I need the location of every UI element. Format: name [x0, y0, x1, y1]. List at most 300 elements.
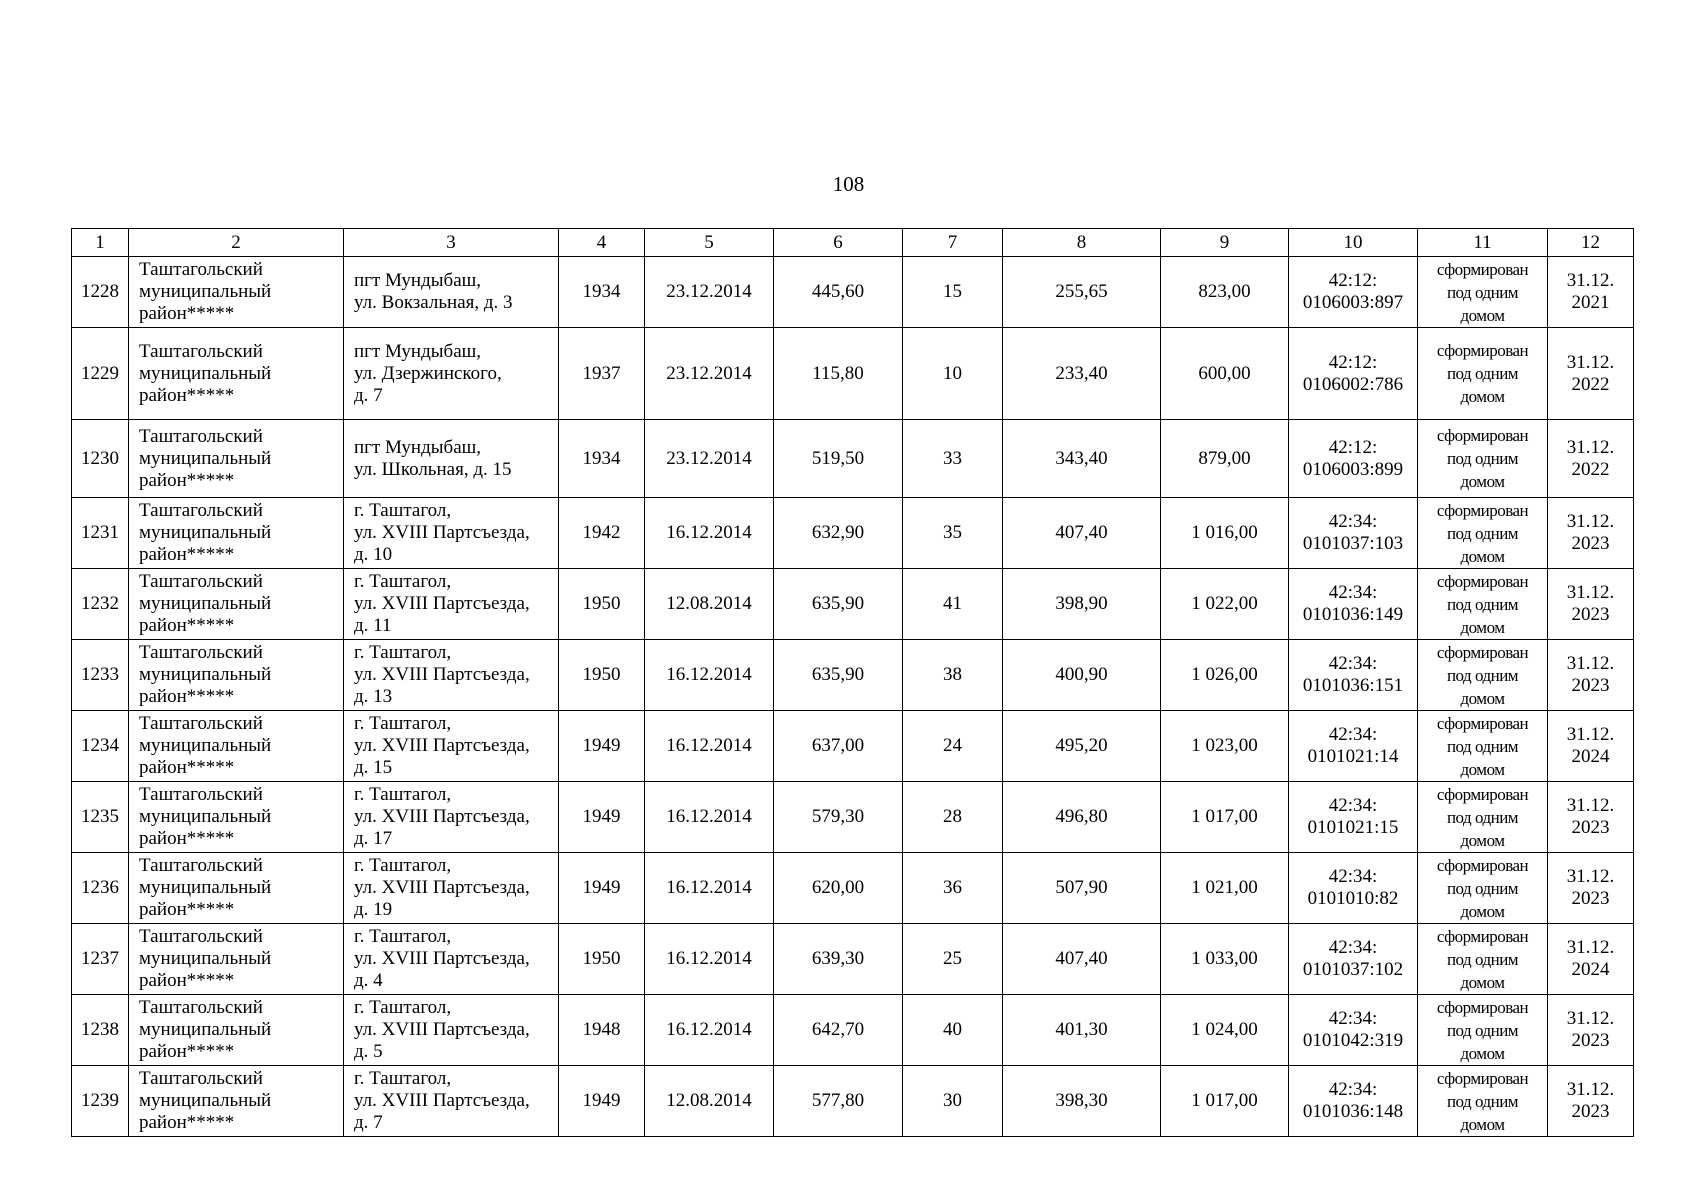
status-cell-line: домом: [1460, 830, 1505, 850]
year-cell: 1950: [559, 640, 645, 711]
municipality-cell-line: муниципальный: [139, 362, 272, 384]
cadastral-cell: [1289, 1066, 1418, 1137]
cadastral-cell: [1289, 782, 1418, 853]
year-cell: 1934: [559, 257, 645, 328]
row-number-cell: 1232: [72, 569, 129, 640]
cadastral-cell-line: 0101036:149: [1302, 604, 1404, 625]
municipality-cell: [129, 924, 344, 995]
cadastral-cell: [1289, 853, 1418, 924]
municipality-cell-line: район*****: [139, 1041, 235, 1062]
deadline-cell-line: 31.12.: [1566, 724, 1615, 745]
status-cell-line: под одним: [1446, 594, 1519, 614]
table-row: [72, 711, 1634, 782]
address-cell-line: ул. Вокзальная, д. 3: [354, 292, 513, 313]
status-cell: [1418, 782, 1548, 853]
status-cell-line: домом: [1460, 972, 1505, 992]
deadline-cell-line: 2023: [1571, 817, 1610, 838]
residents-cell: 25: [903, 924, 1003, 995]
row-number-cell: 1231: [72, 498, 129, 569]
cadastral-cell-line: 0106003:897: [1302, 292, 1404, 313]
municipality-cell: [129, 420, 344, 498]
column-number: 12: [1548, 229, 1634, 257]
municipality-cell-line: район*****: [139, 686, 235, 707]
address-cell: [344, 995, 559, 1066]
municipality-cell: [129, 711, 344, 782]
column-number: 11: [1418, 229, 1548, 257]
cost-cell: 1 024,00: [1161, 995, 1289, 1066]
status-cell-line: под одним: [1446, 1091, 1519, 1111]
table-row: [72, 924, 1634, 995]
address-cell: [344, 569, 559, 640]
row-number-cell: 1229: [72, 328, 129, 420]
date-cell: 23.12.2014: [645, 328, 774, 420]
deadline-cell-line: 31.12.: [1566, 1008, 1615, 1029]
cadastral-cell-line: 0101042:319: [1302, 1030, 1404, 1051]
area-cell: 637,00: [774, 711, 903, 782]
area-cell: 519,50: [774, 420, 903, 498]
cadastral-cell-line: 0101036:148: [1302, 1101, 1404, 1122]
address-cell: [344, 782, 559, 853]
municipality-cell-line: Таштагольский: [139, 259, 263, 280]
municipality-cell-line: район*****: [139, 469, 235, 491]
address-cell-line: г. Таштагол,: [354, 500, 452, 521]
status-cell: [1418, 420, 1548, 498]
municipality-cell-line: Таштагольский: [139, 713, 263, 734]
status-cell-line: под одним: [1446, 1020, 1519, 1040]
address-cell-line: ул. XVIII Партсъезда,: [354, 1019, 530, 1040]
deadline-cell-line: 31.12.: [1566, 351, 1615, 373]
deadline-cell-line: 2024: [1571, 959, 1610, 980]
date-cell: 12.08.2014: [645, 569, 774, 640]
table-row: [72, 640, 1634, 711]
area-cell: 635,90: [774, 569, 903, 640]
deadline-cell-line: 2023: [1571, 533, 1610, 554]
municipality-cell-line: муниципальный: [139, 593, 272, 614]
address-cell-line: пгт Мундыбаш,: [354, 340, 482, 362]
deadline-cell: [1548, 328, 1634, 420]
area-cell: 620,00: [774, 853, 903, 924]
address-cell-line: ул. XVIII Партсъезда,: [354, 806, 530, 827]
resettled-area-cell: 343,40: [1003, 420, 1161, 498]
residents-cell: 24: [903, 711, 1003, 782]
area-cell: 632,90: [774, 498, 903, 569]
deadline-cell-line: 31.12.: [1566, 866, 1615, 887]
municipality-cell-line: район*****: [139, 303, 235, 324]
deadline-cell-line: 31.12.: [1566, 436, 1615, 458]
address-cell-line: д. 7: [354, 384, 383, 406]
address-cell-line: ул. XVIII Партсъезда,: [354, 877, 530, 898]
address-cell-line: г. Таштагол,: [354, 713, 452, 734]
table-row: [72, 257, 1634, 328]
column-number: 10: [1289, 229, 1418, 257]
deadline-cell-line: 31.12.: [1566, 795, 1615, 816]
deadline-cell-line: 2023: [1571, 1030, 1610, 1051]
residents-cell: 41: [903, 569, 1003, 640]
cadastral-cell-line: 42:34:: [1328, 1008, 1378, 1029]
municipality-cell-line: район*****: [139, 615, 235, 636]
cadastral-cell-line: 42:34:: [1328, 724, 1378, 745]
cadastral-cell: [1289, 257, 1418, 328]
table-row: [72, 782, 1634, 853]
resettled-area-cell: 496,80: [1003, 782, 1161, 853]
address-cell: [344, 498, 559, 569]
address-cell-line: д. 7: [354, 1112, 383, 1133]
status-cell-line: под одним: [1446, 665, 1519, 685]
row-number-cell: 1234: [72, 711, 129, 782]
deadline-cell-line: 2022: [1571, 458, 1610, 480]
status-cell-line: под одним: [1446, 364, 1519, 383]
address-cell-line: д. 4: [354, 970, 383, 991]
table-row: [72, 328, 1634, 420]
cadastral-cell-line: 0101037:102: [1302, 959, 1404, 980]
resettled-area-cell: 507,90: [1003, 853, 1161, 924]
status-cell: [1418, 995, 1548, 1066]
row-number-cell: 1238: [72, 995, 129, 1066]
status-cell: [1418, 498, 1548, 569]
municipality-cell-line: Таштагольский: [139, 500, 263, 521]
row-number-cell: 1237: [72, 924, 129, 995]
cadastral-cell: [1289, 711, 1418, 782]
deadline-cell-line: 2021: [1571, 292, 1610, 313]
cadastral-cell-line: 42:12:: [1328, 270, 1378, 291]
row-number-cell: 1236: [72, 853, 129, 924]
year-cell: 1937: [559, 328, 645, 420]
address-cell-line: ул. XVIII Партсъезда,: [354, 948, 530, 969]
cadastral-cell-line: 0101037:103: [1302, 533, 1404, 554]
municipality-cell: [129, 498, 344, 569]
address-cell-line: г. Таштагол,: [354, 855, 452, 876]
date-cell: 16.12.2014: [645, 711, 774, 782]
cadastral-cell: [1289, 498, 1418, 569]
address-cell: [344, 328, 559, 420]
row-number-cell: 1235: [72, 782, 129, 853]
resettled-area-cell: 407,40: [1003, 498, 1161, 569]
cost-cell: 1 016,00: [1161, 498, 1289, 569]
status-cell-line: домом: [1460, 387, 1505, 406]
status-cell-line: сформирован: [1436, 571, 1529, 591]
municipality-cell-line: муниципальный: [139, 1019, 272, 1040]
year-cell: 1950: [559, 924, 645, 995]
column-number: 9: [1161, 229, 1289, 257]
address-cell-line: г. Таштагол,: [354, 926, 452, 947]
status-cell-line: под одним: [1446, 949, 1519, 969]
address-cell: [344, 924, 559, 995]
municipality-cell-line: муниципальный: [139, 447, 272, 469]
deadline-cell: [1548, 853, 1634, 924]
status-cell-line: под одним: [1446, 807, 1519, 827]
year-cell: 1949: [559, 853, 645, 924]
status-cell-line: домом: [1460, 472, 1505, 491]
status-cell-line: сформирован: [1436, 784, 1529, 804]
column-number: 1: [72, 229, 129, 257]
residents-cell: 38: [903, 640, 1003, 711]
cadastral-cell-line: 0106002:786: [1302, 373, 1404, 395]
status-cell-line: сформирован: [1436, 259, 1529, 279]
municipality-cell: [129, 995, 344, 1066]
deadline-cell-line: 2023: [1571, 1101, 1610, 1122]
municipality-cell-line: муниципальный: [139, 877, 272, 898]
resettled-area-cell: 398,90: [1003, 569, 1161, 640]
address-cell-line: ул. XVIII Партсъезда,: [354, 664, 530, 685]
address-cell: [344, 853, 559, 924]
status-cell-line: домом: [1460, 901, 1505, 921]
municipality-cell-line: Таштагольский: [139, 571, 263, 592]
area-cell: 635,90: [774, 640, 903, 711]
resettled-area-cell: 398,30: [1003, 1066, 1161, 1137]
deadline-cell-line: 31.12.: [1566, 582, 1615, 603]
address-cell-line: д. 15: [354, 757, 393, 778]
cadastral-cell: [1289, 420, 1418, 498]
deadline-cell: [1548, 1066, 1634, 1137]
address-cell-line: пгт Мундыбаш,: [354, 436, 482, 458]
date-cell: 16.12.2014: [645, 853, 774, 924]
cost-cell: 1 021,00: [1161, 853, 1289, 924]
status-cell: [1418, 328, 1548, 420]
date-cell: 16.12.2014: [645, 995, 774, 1066]
cadastral-cell: [1289, 995, 1418, 1066]
year-cell: 1949: [559, 711, 645, 782]
municipality-cell-line: Таштагольский: [139, 425, 263, 447]
municipality-cell-line: район*****: [139, 544, 235, 565]
residents-cell: 40: [903, 995, 1003, 1066]
row-number-cell: 1233: [72, 640, 129, 711]
municipality-cell-line: муниципальный: [139, 948, 272, 969]
municipality-cell: [129, 328, 344, 420]
cadastral-cell-line: 42:12:: [1328, 351, 1378, 373]
column-number: 3: [344, 229, 559, 257]
status-cell-line: домом: [1460, 1114, 1505, 1134]
status-cell-line: домом: [1460, 546, 1505, 566]
address-cell: [344, 1066, 559, 1137]
deadline-cell-line: 2023: [1571, 675, 1610, 696]
area-cell: 639,30: [774, 924, 903, 995]
deadline-cell: [1548, 995, 1634, 1066]
deadline-cell: [1548, 924, 1634, 995]
address-cell-line: ул. XVIII Партсъезда,: [354, 593, 530, 614]
cost-cell: 1 026,00: [1161, 640, 1289, 711]
cadastral-cell-line: 0106003:899: [1302, 458, 1404, 480]
cadastral-cell-line: 0101010:82: [1307, 888, 1399, 909]
date-cell: 16.12.2014: [645, 640, 774, 711]
deadline-cell-line: 2024: [1571, 746, 1610, 767]
cadastral-cell-line: 42:34:: [1328, 866, 1378, 887]
municipality-cell-line: муниципальный: [139, 806, 272, 827]
table-row: [72, 420, 1634, 498]
deadline-cell: [1548, 498, 1634, 569]
date-cell: 16.12.2014: [645, 498, 774, 569]
cadastral-cell: [1289, 640, 1418, 711]
cadastral-cell-line: 42:34:: [1328, 582, 1378, 603]
column-number: 4: [559, 229, 645, 257]
status-cell: [1418, 853, 1548, 924]
year-cell: 1949: [559, 1066, 645, 1137]
page-number: 108: [832, 172, 865, 196]
year-cell: 1934: [559, 420, 645, 498]
municipality-cell-line: муниципальный: [139, 1090, 272, 1111]
municipality-cell-line: муниципальный: [139, 522, 272, 543]
municipality-cell-line: муниципальный: [139, 735, 272, 756]
deadline-cell: [1548, 640, 1634, 711]
cost-cell: 1 022,00: [1161, 569, 1289, 640]
municipality-cell-line: Таштагольский: [139, 855, 263, 876]
resettled-area-cell: 400,90: [1003, 640, 1161, 711]
municipality-cell-line: муниципальный: [139, 281, 272, 302]
deadline-cell-line: 2023: [1571, 888, 1610, 909]
table-row: [72, 995, 1634, 1066]
cost-cell: 1 023,00: [1161, 711, 1289, 782]
residents-cell: 15: [903, 257, 1003, 328]
address-cell-line: д. 11: [354, 615, 392, 636]
municipality-cell-line: Таштагольский: [139, 784, 263, 805]
area-cell: 579,30: [774, 782, 903, 853]
address-cell-line: д. 19: [354, 899, 393, 920]
residents-cell: 36: [903, 853, 1003, 924]
address-cell-line: ул. XVIII Партсъезда,: [354, 735, 530, 756]
cadastral-cell-line: 0101021:14: [1307, 746, 1399, 767]
municipality-cell-line: Таштагольский: [139, 997, 263, 1018]
address-cell-line: г. Таштагол,: [354, 784, 452, 805]
status-cell: [1418, 640, 1548, 711]
cadastral-cell-line: 42:34:: [1328, 937, 1378, 958]
address-cell-line: г. Таштагол,: [354, 571, 452, 592]
area-cell: 577,80: [774, 1066, 903, 1137]
municipality-cell-line: муниципальный: [139, 664, 272, 685]
table-row: [72, 498, 1634, 569]
address-cell-line: г. Таштагол,: [354, 1068, 452, 1089]
municipality-cell-line: район*****: [139, 899, 235, 920]
status-cell-line: домом: [1460, 1043, 1505, 1063]
status-cell: [1418, 257, 1548, 328]
status-cell-line: под одним: [1446, 878, 1519, 898]
deadline-cell: [1548, 257, 1634, 328]
resettled-area-cell: 407,40: [1003, 924, 1161, 995]
status-cell: [1418, 1066, 1548, 1137]
status-cell-line: сформирован: [1436, 642, 1529, 662]
municipality-cell: [129, 853, 344, 924]
status-cell-line: сформирован: [1436, 997, 1529, 1017]
status-cell-line: под одним: [1446, 736, 1519, 756]
municipality-cell-line: Таштагольский: [139, 1068, 263, 1089]
address-cell-line: д. 5: [354, 1041, 383, 1062]
date-cell: 12.08.2014: [645, 1066, 774, 1137]
status-cell: [1418, 924, 1548, 995]
municipality-cell-line: район*****: [139, 970, 235, 991]
cost-cell: 879,00: [1161, 420, 1289, 498]
column-number: 7: [903, 229, 1003, 257]
address-cell-line: д. 17: [354, 828, 393, 849]
status-cell: [1418, 569, 1548, 640]
row-number-cell: 1228: [72, 257, 129, 328]
municipality-cell-line: Таштагольский: [139, 926, 263, 947]
area-cell: 445,60: [774, 257, 903, 328]
municipality-cell: [129, 569, 344, 640]
table-row: [72, 1066, 1634, 1137]
resettled-area-cell: 255,65: [1003, 257, 1161, 328]
address-cell-line: ул. XVIII Партсъезда,: [354, 522, 530, 543]
status-cell-line: под одним: [1446, 282, 1519, 302]
deadline-cell-line: 2023: [1571, 604, 1610, 625]
municipality-cell-line: район*****: [139, 828, 235, 849]
date-cell: 16.12.2014: [645, 782, 774, 853]
status-cell-line: сформирован: [1436, 341, 1529, 360]
address-cell: [344, 257, 559, 328]
area-cell: 642,70: [774, 995, 903, 1066]
status-cell-line: сформирован: [1436, 426, 1529, 445]
deadline-cell: [1548, 782, 1634, 853]
address-cell-line: ул. Школьная, д. 15: [354, 458, 512, 480]
cost-cell: 1 033,00: [1161, 924, 1289, 995]
address-cell-line: ул. Дзержинского,: [354, 362, 502, 384]
municipality-cell: [129, 782, 344, 853]
municipality-cell-line: Таштагольский: [139, 642, 263, 663]
column-number: 5: [645, 229, 774, 257]
deadline-cell-line: 31.12.: [1566, 653, 1615, 674]
deadline-cell-line: 31.12.: [1566, 511, 1615, 532]
cadastral-cell-line: 42:34:: [1328, 511, 1378, 532]
year-cell: 1948: [559, 995, 645, 1066]
table-row: [72, 853, 1634, 924]
cadastral-cell-line: 42:12:: [1328, 436, 1378, 458]
residents-cell: 33: [903, 420, 1003, 498]
address-cell-line: пгт Мундыбаш,: [354, 270, 482, 291]
row-number-cell: 1230: [72, 420, 129, 498]
date-cell: 16.12.2014: [645, 924, 774, 995]
column-number: 2: [129, 229, 344, 257]
address-cell: [344, 711, 559, 782]
cost-cell: 823,00: [1161, 257, 1289, 328]
deadline-cell: [1548, 420, 1634, 498]
cadastral-cell: [1289, 328, 1418, 420]
status-cell-line: сформирован: [1436, 713, 1529, 733]
municipality-cell-line: Таштагольский: [139, 340, 263, 362]
status-cell-line: сформирован: [1436, 500, 1529, 520]
address-cell: [344, 420, 559, 498]
column-number-row: [72, 229, 1634, 257]
residents-cell: 28: [903, 782, 1003, 853]
address-cell-line: д. 13: [354, 686, 393, 707]
cost-cell: 600,00: [1161, 328, 1289, 420]
cost-cell: 1 017,00: [1161, 1066, 1289, 1137]
residents-cell: 10: [903, 328, 1003, 420]
cadastral-cell-line: 42:34:: [1328, 653, 1378, 674]
municipality-cell-line: район*****: [139, 384, 235, 406]
municipality-cell: [129, 257, 344, 328]
status-cell: [1418, 711, 1548, 782]
column-number: 8: [1003, 229, 1161, 257]
status-cell-line: сформирован: [1436, 1068, 1529, 1088]
cadastral-cell-line: 0101021:15: [1307, 817, 1399, 838]
status-cell-line: под одним: [1446, 523, 1519, 543]
status-cell-line: сформирован: [1436, 926, 1529, 946]
cost-cell: 1 017,00: [1161, 782, 1289, 853]
cadastral-cell-line: 0101036:151: [1302, 675, 1404, 696]
status-cell-line: под одним: [1446, 449, 1519, 468]
year-cell: 1950: [559, 569, 645, 640]
year-cell: 1942: [559, 498, 645, 569]
municipality-cell: [129, 1066, 344, 1137]
cadastral-cell: [1289, 569, 1418, 640]
address-cell-line: г. Таштагол,: [354, 997, 452, 1018]
address-cell-line: г. Таштагол,: [354, 642, 452, 663]
status-cell-line: сформирован: [1436, 855, 1529, 875]
municipality-cell: [129, 640, 344, 711]
year-cell: 1949: [559, 782, 645, 853]
address-cell-line: ул. XVIII Партсъезда,: [354, 1090, 530, 1111]
resettled-area-cell: 233,40: [1003, 328, 1161, 420]
housing-register-table: [71, 228, 1634, 1137]
table-body: [72, 229, 1634, 1137]
residents-cell: 30: [903, 1066, 1003, 1137]
